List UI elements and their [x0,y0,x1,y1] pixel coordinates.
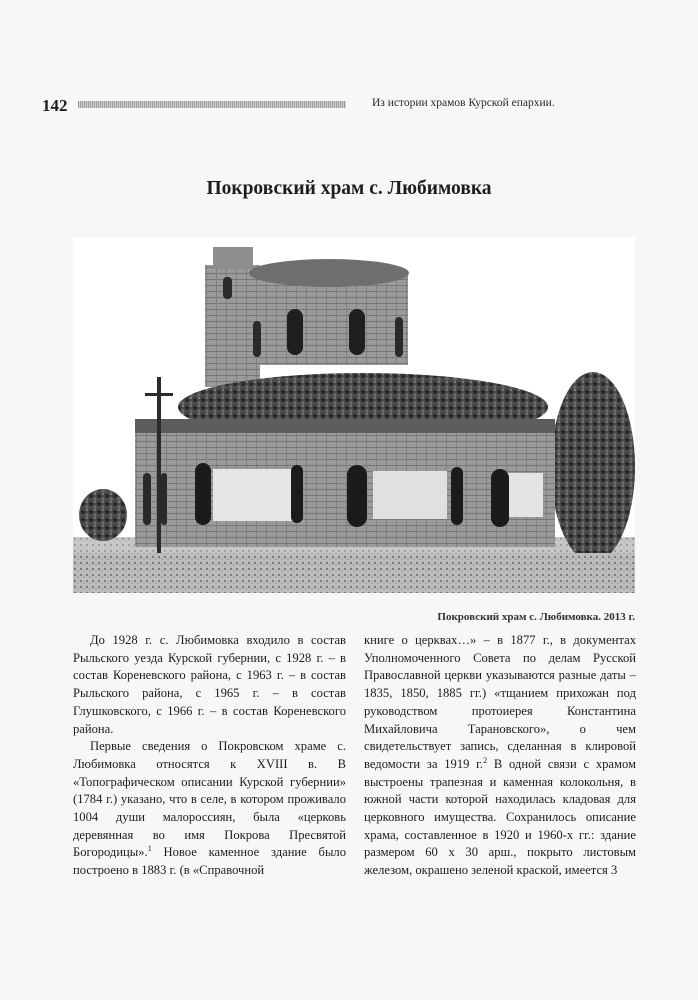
paragraph-text: книге о церквах…» – в 1877 г., в документах Уполномоченного Совета по делам Русской Православной церкви указываются разные даты – 1835, 1850, 1885 гг.) «тщанием прихожан под руководством протоиерея Константина Михайловича Тарановского», о чем свидетельствует запись, сделанная в клировой ведомости за 1919 г. [364,633,636,771]
running-title: Из истории храмов Курской епархии. [372,97,555,109]
footnote-ref[interactable]: 1 [147,844,152,854]
page-number: 142 [42,96,68,115]
header-rule [78,101,346,108]
text-column-left [73,632,346,880]
paragraph-text-cont: Новое каменное здание было построено в 1883 г. (в «Справочной [73,845,346,878]
text-column-right [364,632,636,880]
photo-caption: Покровский храм с. Любимовка. 2013 г. [437,611,635,623]
article-title: Покровский храм с. Любимовка [206,178,492,199]
paragraph [73,738,346,880]
paragraph: До 1928 г. с. Любимовка входило в состав Рыльского уезда Курской губернии, с 1928 г. – в состав Кореневского района, с 1963 г. – в состав Рыльского района, с 1965 г. – в состав Глушковского, с 1966 г. – в состав Кореневского района. [73,633,346,736]
paragraph [364,632,636,880]
church-photo [73,237,635,593]
footnote-ref[interactable]: 2 [483,755,488,765]
paragraph-text-cont: В одной связи с храмом выстроены трапезная и каменная колокольня, в южной части которой находилась кладовая для церковного имущества. Сохранилось описание храма, составленное в 1920 и 1960-х гг.: здание размером 60 х 30 арш., покрыто листовым железом, окрашено зеленой краской, имеется 3 [364,756,637,878]
paragraph-text: Первые сведения о Покровском храме с. Любимовка относятся к XVIII в. В «Топографическом описании Курской губернии» (1784 г.) указано, что в селе, в котором проживало 1004 души малороссиян, была «церковь деревянная во имя Покрова Пресвятой Богородицы». [73,739,346,860]
